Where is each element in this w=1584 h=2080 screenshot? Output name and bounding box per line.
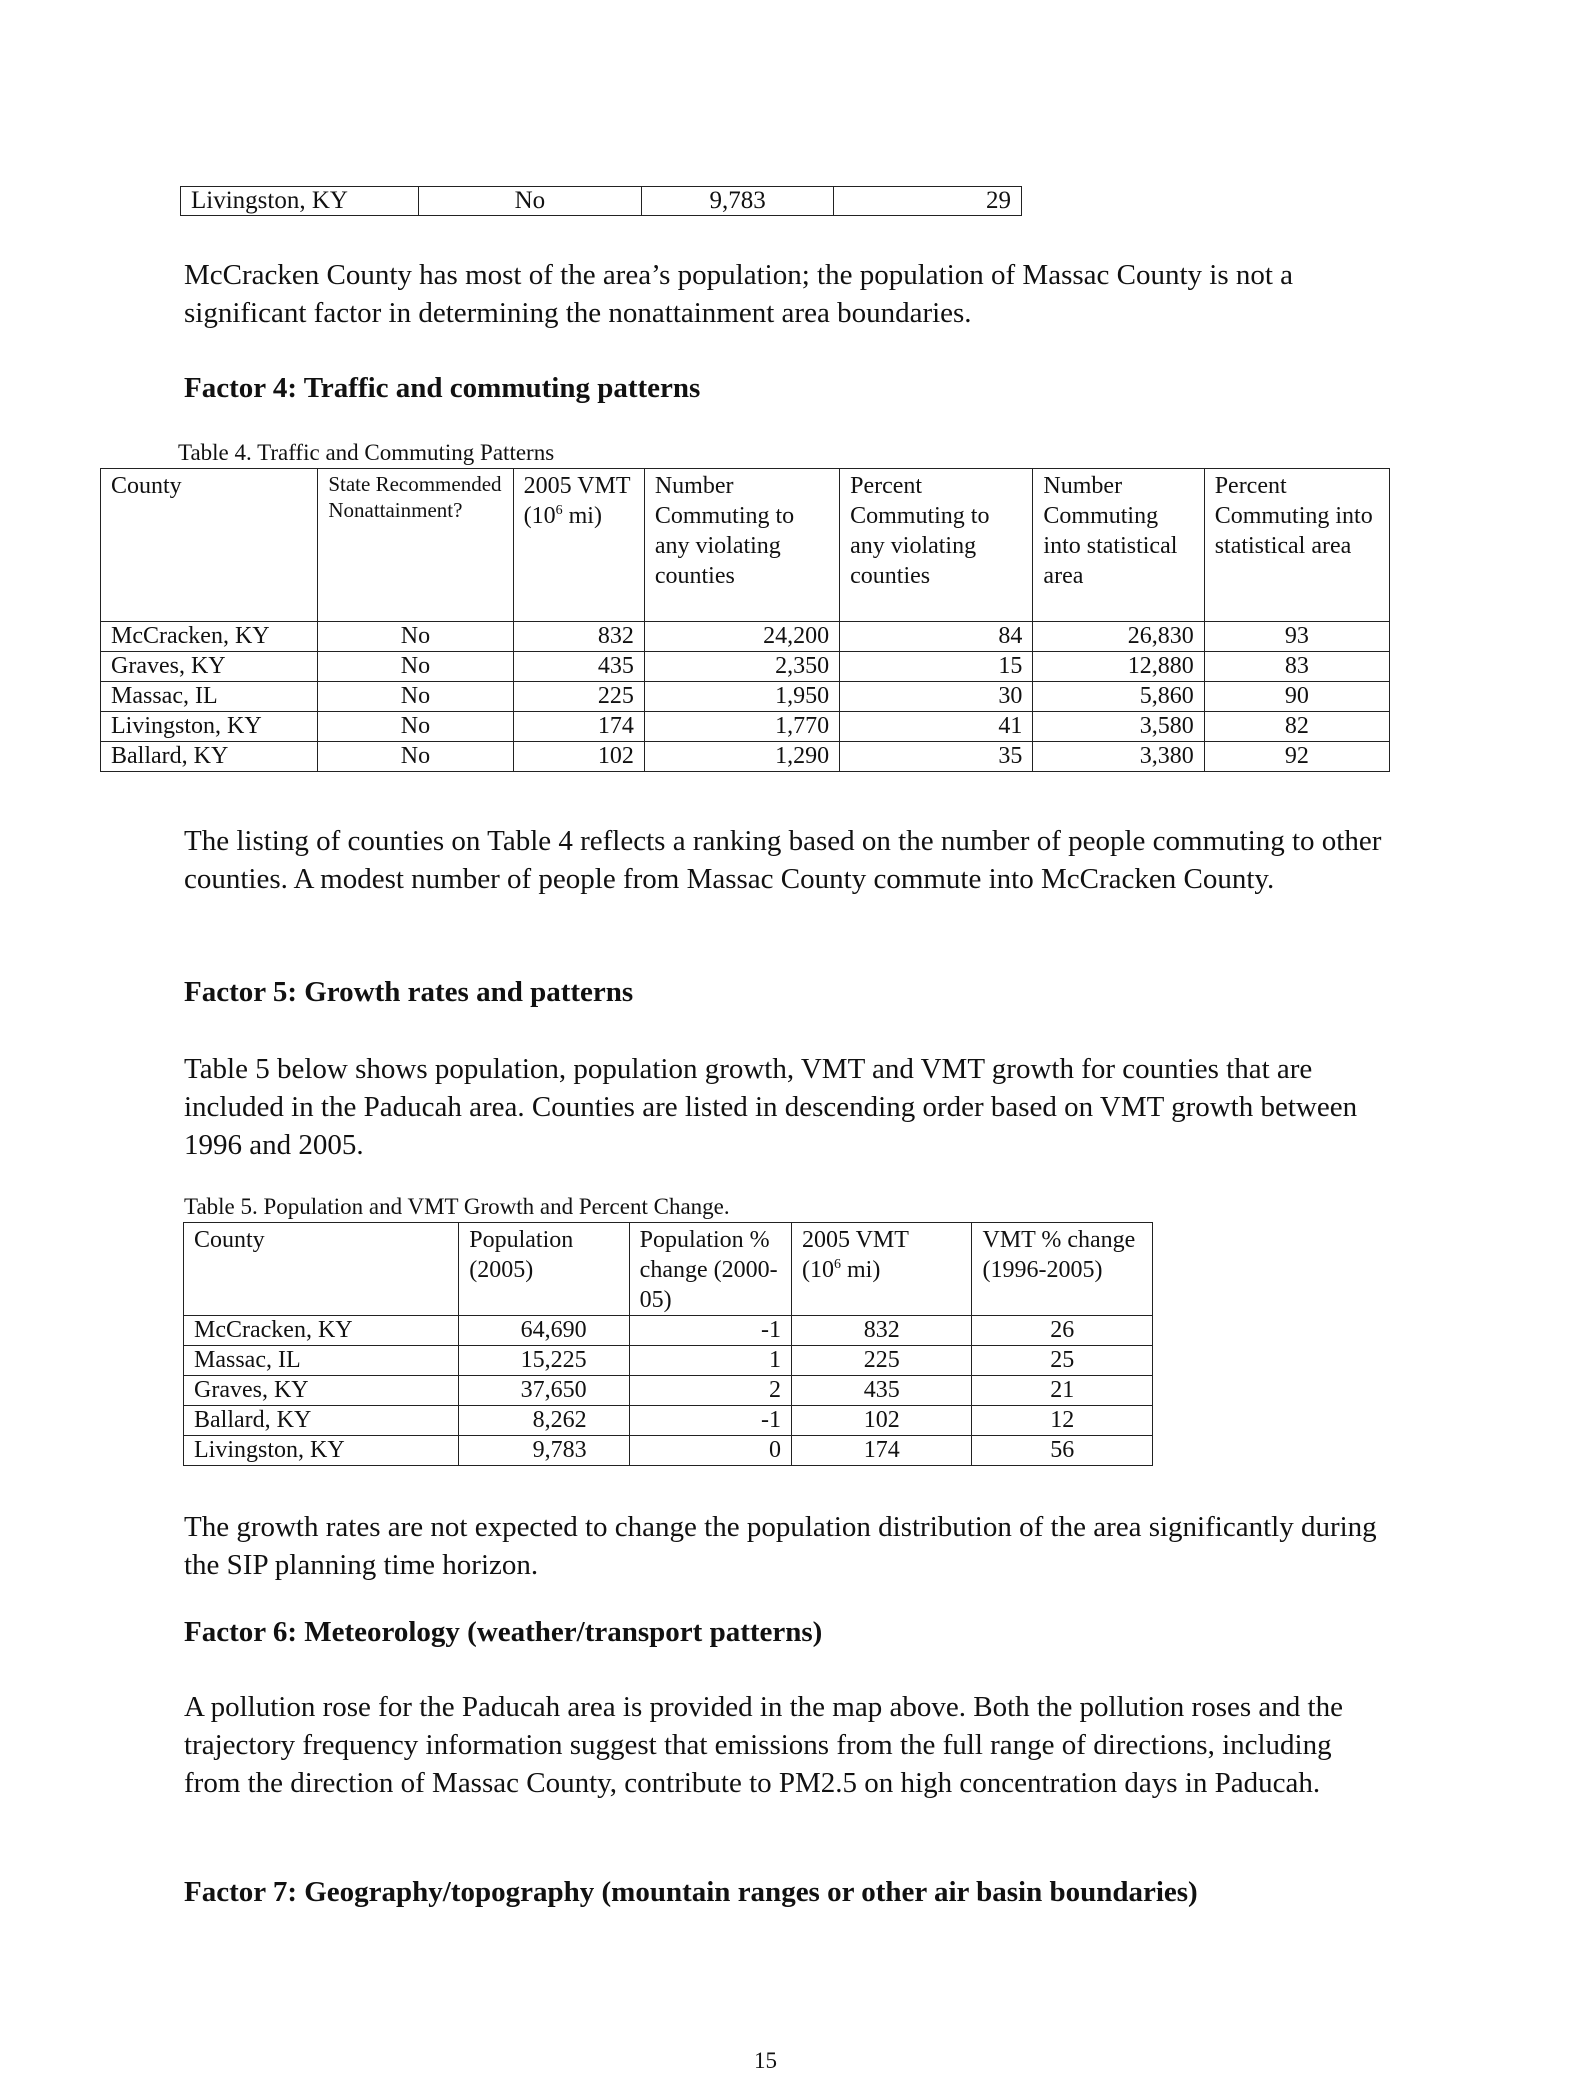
table-cell: 174: [792, 1436, 972, 1466]
table-caption: Table 4. Traffic and Commuting Patterns: [178, 440, 555, 465]
table-cell: 26: [972, 1316, 1153, 1346]
table-cell: Livingston, KY: [184, 1436, 459, 1466]
paragraph: Table 5 below shows population, population growth, VMT and VMT growth for counties that are included in the Paducah area. Counties are listed in descending order based on VMT growth between 1996 and 2005.: [184, 1053, 1358, 1161]
column-header: Percent Commuting to any violating counties: [840, 469, 1033, 622]
header-text: (10: [523, 503, 556, 529]
paragraph: A pollution rose for the Paducah area is provided in the map above. Both the pollution roses and the trajectory frequency information suggest that emissions from the full range of directions, including from the direction of Massac County, contribute to PM2.5 on high concentration days in Paducah.: [184, 1691, 1343, 1799]
table-cell: McCracken, KY: [184, 1316, 459, 1346]
table-cell: 30: [840, 682, 1033, 712]
table-header-row: [184, 1223, 1153, 1316]
table-cell: 37,650: [459, 1376, 629, 1406]
table-row: [101, 652, 1390, 682]
table-cell: 435: [792, 1376, 972, 1406]
table-cell: 2: [629, 1376, 791, 1406]
table-cell: Graves, KY: [184, 1376, 459, 1406]
table-cell: 0: [629, 1436, 791, 1466]
header-text: 2005 VMT: [802, 1227, 909, 1253]
table-cell: Livingston, KY: [101, 712, 318, 742]
table-cell: 83: [1204, 652, 1389, 682]
header-text: 2005 VMT: [523, 473, 631, 499]
table-cell: 26,830: [1033, 622, 1204, 652]
table-cell: 12,880: [1033, 652, 1204, 682]
table-cell: 15: [840, 652, 1033, 682]
table-row: [184, 1406, 1153, 1436]
column-header: County: [184, 1223, 459, 1316]
table-cell: No: [318, 652, 513, 682]
table-cell: -1: [629, 1406, 791, 1436]
table-cell: 3,380: [1033, 742, 1204, 772]
superscript: 6: [555, 503, 563, 518]
table-cell: 9,783: [641, 187, 834, 216]
table-cell: 1: [629, 1346, 791, 1376]
header-text: (10: [802, 1257, 834, 1283]
table-row: [184, 1316, 1153, 1346]
column-header: State Recommended Nonattainment?: [318, 469, 513, 622]
section-heading: Factor 5: Growth rates and patterns: [184, 976, 634, 1008]
table-cell: No: [318, 712, 513, 742]
table-cell: 25: [972, 1346, 1153, 1376]
table-cell: 41: [840, 712, 1033, 742]
table-row: [101, 622, 1390, 652]
table-cell: No: [318, 742, 513, 772]
table-caption: Table 5. Population and VMT Growth and Percent Change.: [184, 1194, 730, 1219]
table-cell: 832: [792, 1316, 972, 1346]
carryover-table: [180, 186, 1022, 216]
column-header: Number Commuting into statistical area: [1033, 469, 1204, 622]
table-cell: 2,350: [644, 652, 839, 682]
table-cell: 435: [513, 652, 644, 682]
superscript: 6: [834, 1257, 841, 1272]
column-header: [513, 469, 644, 622]
table-cell: 90: [1204, 682, 1389, 712]
table-row: [184, 1376, 1153, 1406]
column-header: Percent Commuting into statistical area: [1204, 469, 1389, 622]
table-cell: Ballard, KY: [184, 1406, 459, 1436]
column-header: Number Commuting to any violating counties: [644, 469, 839, 622]
table-cell: 225: [513, 682, 644, 712]
table-cell: Graves, KY: [101, 652, 318, 682]
table-cell: 92: [1204, 742, 1389, 772]
table-cell: 832: [513, 622, 644, 652]
table-row: [101, 712, 1390, 742]
table-cell: 5,860: [1033, 682, 1204, 712]
column-header: [792, 1223, 972, 1316]
table-cell: Massac, IL: [184, 1346, 459, 1376]
table-cell: 102: [513, 742, 644, 772]
table-cell: 1,950: [644, 682, 839, 712]
table-cell: 84: [840, 622, 1033, 652]
table-cell: 1,770: [644, 712, 839, 742]
table-cell: No: [318, 682, 513, 712]
table-cell: McCracken, KY: [101, 622, 318, 652]
table-cell: 93: [1204, 622, 1389, 652]
table-row: [181, 187, 1022, 216]
table-cell: 24,200: [644, 622, 839, 652]
table-cell: No: [418, 187, 641, 216]
table-cell: -1: [629, 1316, 791, 1346]
paragraph: McCracken County has most of the area’s population; the population of Massac County is not a significant factor in determining the nonattainment area boundaries.: [184, 259, 1294, 329]
table-row: [101, 742, 1390, 772]
table-cell: Livingston, KY: [181, 187, 419, 216]
table-cell: Massac, IL: [101, 682, 318, 712]
traffic-commuting-table: [100, 468, 1390, 772]
table-cell: 9,783: [459, 1436, 629, 1466]
table-cell: 3,580: [1033, 712, 1204, 742]
table-cell: 21: [972, 1376, 1153, 1406]
table-cell: 12: [972, 1406, 1153, 1436]
table-cell: 225: [792, 1346, 972, 1376]
table-cell: 35: [840, 742, 1033, 772]
population-vmt-growth-table: [183, 1222, 1153, 1466]
table-cell: 82: [1204, 712, 1389, 742]
table-row: [184, 1436, 1153, 1466]
table-cell: 174: [513, 712, 644, 742]
table-header-row: [101, 469, 1390, 622]
section-heading: Factor 4: Traffic and commuting patterns: [184, 372, 701, 404]
section-heading: Factor 6: Meteorology (weather/transport patterns): [184, 1616, 823, 1648]
page-number: 15: [754, 2048, 777, 2073]
table-cell: 1,290: [644, 742, 839, 772]
column-header: VMT % change (1996-2005): [972, 1223, 1153, 1316]
table-row: [101, 682, 1390, 712]
header-text: mi): [841, 1257, 881, 1283]
paragraph: The growth rates are not expected to change the population distribution of the area significantly during the SIP planning time horizon.: [184, 1511, 1377, 1581]
column-header: County: [101, 469, 318, 622]
table-cell: Ballard, KY: [101, 742, 318, 772]
table-cell: 102: [792, 1406, 972, 1436]
table-cell: 29: [834, 187, 1022, 216]
section-heading: Factor 7: Geography/topography (mountain ranges or other air basin boundaries): [184, 1876, 1198, 1908]
table-cell: 64,690: [459, 1316, 629, 1346]
table-cell: 15,225: [459, 1346, 629, 1376]
column-header: Population (2005): [459, 1223, 629, 1316]
table-cell: 56: [972, 1436, 1153, 1466]
table-row: [184, 1346, 1153, 1376]
table-cell: No: [318, 622, 513, 652]
table-cell: 8,262: [459, 1406, 629, 1436]
paragraph: The listing of counties on Table 4 reflects a ranking based on the number of people commuting to other counties. A modest number of people from Massac County commute into McCracken County.: [184, 825, 1382, 895]
column-header: Population % change (2000-05): [629, 1223, 791, 1316]
header-text: mi): [562, 503, 602, 529]
